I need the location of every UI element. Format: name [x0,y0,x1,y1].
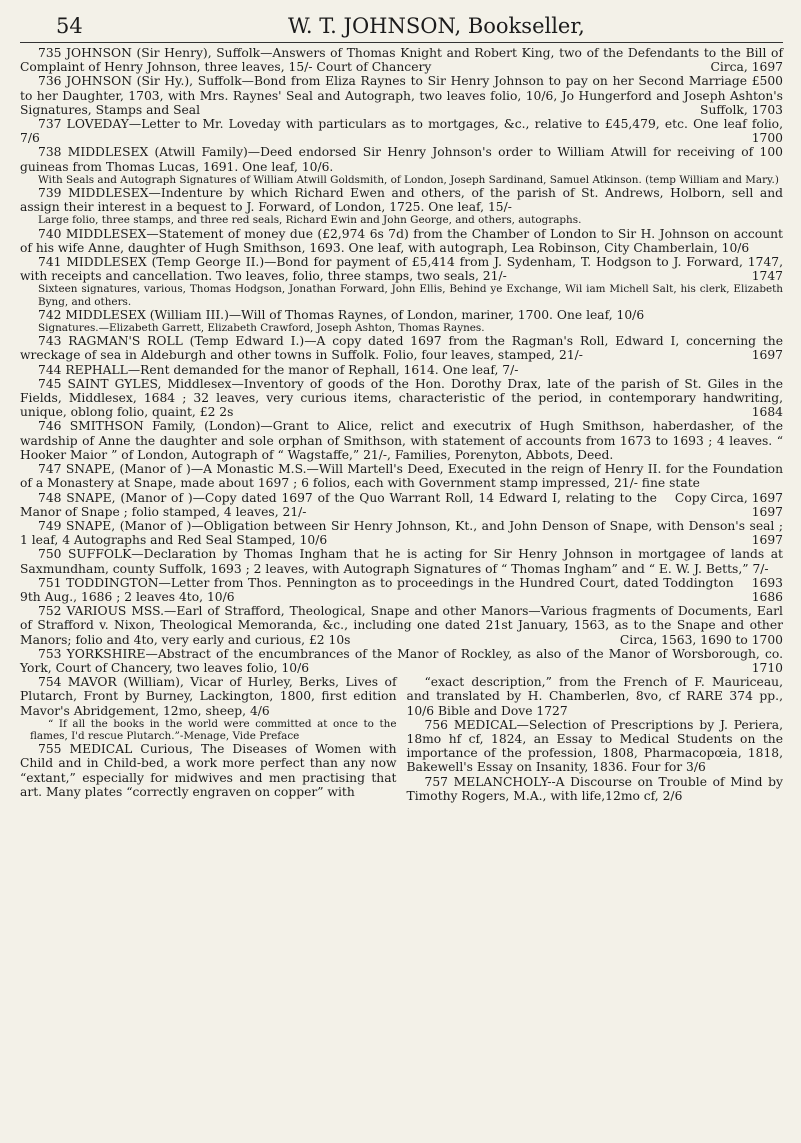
entry-date: 1700 [751,131,783,146]
catalogue-entry [20,419,783,462]
catalogue-entry [20,675,397,718]
catalogue-entry [20,334,783,362]
entry-text: 736 JOHNSON (Sir Hy.), Suffolk—Bond from Eliza Raynes to Sir Henry Johnson to pay on her Second Marriage £500 to her Daughter, 1703, with Mrs. Raynes' Seal and Autograph, two leaves folio, 10/6, Jo Hungerford and Joseph Ashton's Signatures, Stamps and Seal [20,74,783,117]
two-column-section [20,675,783,803]
entry-note: With Seals and Autograph Signatures of William Atwill Goldsmith, of London, Joseph Sardinand, Samuel Atkinson. (temp William and Mary.) [38,173,779,186]
catalogue-entry [20,227,783,255]
entry-date: Suffolk, 1703 [700,102,783,117]
catalogue-entry [20,647,783,675]
entry-text: 751 TODDINGTON—Letter from Thos. Pennington as to proceedings in the Hundred Court, dated Toddington 9th Aug., 1686 ; 2 leaves 4to, 10/6 [20,575,734,604]
entry-text: 749 SNAPE, (Manor of )—Obligation between Sir Henry Johnson, Kt., and John Denson of Snape, with Denson's seal ; 1 leaf, 4 Autographs and Red Seal Stamped, 10/6 [20,518,783,548]
catalogue-entry [20,519,783,547]
entry-text: 754 MAVOR (William), Vicar of Hurley, Berks, Lives of Plutarch, Front by Burney, Lackington, 1800, first edition Mavor's Abridgement, 12mo, sheep, 4/6 [20,675,397,718]
entry-date: 1686 [751,589,783,604]
entry-text: 739 MIDDLESEX—Indenture by which Richard Ewen and others, of the parish of St. Andrews, Holborn, sell and assign their interest in a bequest to J. Forward, of London, 1725. One leaf, 15/- [20,186,783,215]
catalogue-entry [20,145,783,173]
catalogue-entry [20,186,783,214]
entry-note: Signatures.—Elizabeth Garrett, Elizabeth Crawford, Joseph Ashton, Thomas Raynes. [38,322,485,335]
entry-text: 757 MELANCHOLY--A Discourse on Trouble of Mind by Timothy Rogers, M.A., with life,12mo cf, 2/6 [406,774,783,803]
catalogue-entry [407,675,784,718]
catalogue-entry [20,46,783,74]
entry-text: 738 MIDDLESEX (Atwill Family)—Deed endorsed Sir Henry Johnson's order to William Atwill for receiving of 100 guineas from Thomas Lucas, 1691. One leaf, 10/6. [20,145,783,174]
left-column [20,675,397,803]
entry-text: 752 VARIOUS MSS.—Earl of Strafford, Theological, Snape and other Manors—Various fragments of Documents, Earl of Strafford v. Nixon, Theological Memoranda, &c., including one dated 21st January, 1563, as to the Snape and other Manors; folio and 4to, very early and curious, £2 10s [20,604,783,647]
page-header [20,14,783,38]
entry-date: 1747 [751,269,783,284]
entry-date: 1693 [751,575,783,590]
entry-text: 746 SMITHSON Family, (London)—Grant to Alice, relict and executrix of Hugh Smithson, haberdasher, of the wardship of Anne the daughter and sole orphan of Smithson, with statement of accounts from 1673 to 1693 ; 4 leaves. “ Hooker Maior ” of London, Autograph of “ Wagstaffe,” 21/-, Families, Porenyton, Abbots, Deed. [20,419,783,462]
entry-text: 747 SNAPE, (Manor of )—A Monastic M.S.—Will Martell's Deed, Executed in the reign of Henry II. for the Foundation of a Monastery at Snape, made about 1697 ; 6 folios, each with Government stamp impressed, 21/- fine state [20,462,783,491]
catalogue-entry [20,742,397,799]
catalogue-entries [20,46,783,675]
entry-text: “exact description,” from the French of F. Mauriceau, and translated by H. Chamberlen, 8vo, cf RARE 374 pp., 10/6 Bible and Dove 1727 [406,675,783,718]
entry-text: 740 MIDDLESEX—Statement of money due (£2,974 6s 7d) from the Chamber of London to Sir H. Johnson on account of his wife Anne, daughter of Hugh Smithson, 1693. One leaf, with autograph, Lea Robinson, City Chamberlain, 10/6 [20,226,783,255]
entry-text: 741 MIDDLESEX (Temp George II.)—Bond for payment of £5,414 from J. Sydenham, T. Hodgson to J. Forward, 1747, with receipts and cancellation. Two leaves, folio, three stamps, two seals, 21/- [20,255,783,284]
catalogue-entry [407,775,784,803]
page-number: 54 [56,14,83,38]
entry-text: 742 MIDDLESEX (William III.)—Will of Thomas Raynes, of London, mariner, 1700. One leaf, 10/6 [38,307,645,322]
catalogue-entry [20,604,783,647]
entry-text: 735 JOHNSON (Sir Henry), Suffolk—Answers of Thomas Knight and Robert King, two of the Defendants to the Bill of Complaint of Henry Johnson, three leaves, 15/- Court of Chancery [20,46,783,75]
right-column [407,675,784,803]
catalogue-entry [20,377,783,420]
entry-text: 755 MEDICAL Curious, The Diseases of Women with Child and in Child-bed, a work more perfect than any now “extant,” especially for midwives and men practising that art. Many plates “correctly engraven on copper” with [20,742,397,799]
entry-text: 737 LOVEDAY—Letter to Mr. Loveday with particulars as to mortgages, &c., relative to £45,479, etc. One leaf folio, 7/6 [20,117,783,146]
entry-date: 1697 [751,348,783,363]
entry-date: 1684 [751,405,783,420]
entry-date: 1697 [751,504,783,519]
entry-text: 756 MEDICAL—Selection of Prescriptions by J. Periera, 18mo hf cf, 1824, an Essay to Medical Students on the importance of the profession, 1808, Pharmacopœia, 1818, Bakewell's Essay on Insanity, 1836. Four for 3/6 [406,717,783,775]
entry-note: Large folio, three stamps, and three red seals, Richard Ewin and John George, and others, autographs. [38,214,582,227]
catalogue-entry [20,308,783,322]
entry-date: 1697 [751,533,783,548]
catalogue-entry [20,576,783,604]
entry-text: 753 YORKSHIRE—Abstract of the encumbrances of the Manor of Rockley, as also of the Manor of Worsborough, co. York, Court of Chancery, two leaves folio, 10/6 [20,646,783,675]
entry-date: 1710 [751,660,783,675]
catalogue-entry [20,255,783,283]
entry-text: 744 REPHALL—Rent demanded for the manor of Rephall, 1614. One leaf, 7/- [38,362,519,377]
entry-note: “ If all the books in the world were committed at once to the flames, I'd rescue Plutarch.”-Menage, Vide Preface [30,717,397,742]
entry-text: 748 SNAPE, (Manor of )—Copy dated 1697 of the Quo Warrant Roll, 14 Edward I, relating to the Manor of Snape ; folio stamped, 4 leaves, 21/- [20,490,657,519]
header-rule [20,42,783,43]
catalogue-entry [20,117,783,145]
entry-text: 743 RAGMAN'S ROLL (Temp Edward I.)—A copy dated 1697 from the Ragman's Roll, Edward I, concerning the wreckage of sea in Aldeburgh and other towns in Suffolk. Folio, four leaves, stamped, 21/- [20,334,783,363]
entry-date: Circa, 1563, 1690 to 1700 [619,632,783,647]
page-title: W. T. JOHNSON, Bookseller, [288,14,585,38]
entry-date: Circa, 1697 [710,60,783,75]
entry-text: 750 SUFFOLK—Declaration by Thomas Ingham that he is acting for Sir Henry Johnson in mortgagee of lands at Saxmundham, county Suffolk, 1693 ; 2 leaves, with Autograph Signatures of “ Thomas Ingham” and “ E. W. J. Betts,” 7/- [20,547,783,576]
entry-date: Copy Circa, 1697 [674,490,783,505]
entry-text: 745 SAINT GYLES, Middlesex—Inventory of goods of the Hon. Dorothy Drax, late of the parish of St. Giles in the Fields, Middlesex, 1684 ; 32 leaves, very curious items, characteristic of the period, in contemporary handwriting, unique, oblong folio, quaint, £2 2s [20,376,783,420]
catalogue-entry [407,718,784,775]
catalogue-entry [20,363,783,377]
entry-note: Sixteen signatures, various, Thomas Hodgson, Jonathan Forward, John Ellis, Behind ye Exchange, Wil iam Michell Salt, his clerk, Elizabeth Byng, and others. [38,283,783,308]
catalogue-entry [20,74,783,117]
